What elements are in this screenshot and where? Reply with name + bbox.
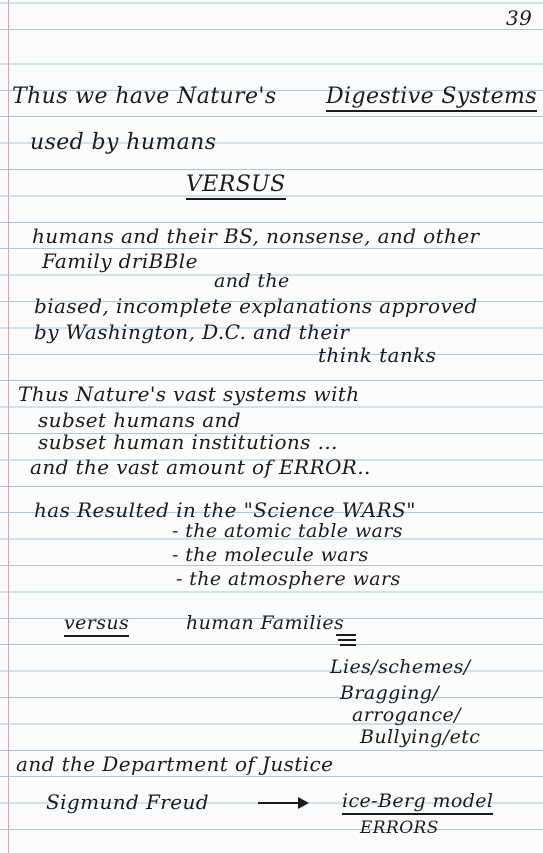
line-biased-incomplete: biased, incomplete explanations approved xyxy=(34,294,478,318)
right-arrow-icon xyxy=(298,797,309,809)
emphasis-mark xyxy=(338,639,356,641)
line-used-by-humans: used by humans xyxy=(30,130,217,155)
line-atomic-table-wars: - the atomic table wars xyxy=(172,520,403,542)
line-vast-amount-of-error: and the vast amount of ERROR.. xyxy=(30,455,371,479)
line-science-wars: has Resulted in the "Science WARS" xyxy=(34,498,416,522)
page-number: 39 xyxy=(506,6,533,30)
line-human-families: human Families xyxy=(186,612,345,634)
line-humans-and-their: humans and their BS, nonsense, and other xyxy=(32,224,480,248)
line-family-dribble: Family driBBle xyxy=(42,249,198,273)
line-bragging: Bragging/ xyxy=(340,682,440,704)
line-errors: ERRORS xyxy=(360,818,439,838)
line-versus-lower: versus xyxy=(64,612,129,637)
line-thus-we-have: Thus we have Nature's xyxy=(12,84,277,109)
margin-line xyxy=(8,0,9,853)
line-arrogance: arrogance/ xyxy=(352,704,461,726)
line-subset-humans: subset humans and xyxy=(38,408,242,432)
line-think-tanks: think tanks xyxy=(318,343,437,367)
line-iceberg-model: ice-Berg model xyxy=(342,790,493,815)
emphasis-mark xyxy=(340,644,356,646)
line-bullying-etc: Bullying/etc xyxy=(360,726,481,748)
line-and-the-insert: and the xyxy=(214,270,290,292)
emphasis-mark xyxy=(336,634,356,636)
line-versus-heading: VERSUS xyxy=(186,172,286,200)
line-by-washington: by Washington, D.C. and their xyxy=(34,320,350,344)
line-sigmund-freud: Sigmund Freud xyxy=(46,790,209,814)
line-digestive-systems: Digestive Systems xyxy=(326,84,537,112)
line-lies-schemes: Lies/schemes/ xyxy=(330,656,471,678)
line-atmosphere-wars: - the atmosphere wars xyxy=(176,568,401,590)
line-subset-human-institutions: subset human institutions ... xyxy=(38,430,338,454)
line-thus-natures-vast: Thus Nature's vast systems with xyxy=(18,382,360,406)
line-molecule-wars: - the molecule wars xyxy=(172,544,369,566)
line-department-of-justice: and the Department of Justice xyxy=(16,752,334,776)
